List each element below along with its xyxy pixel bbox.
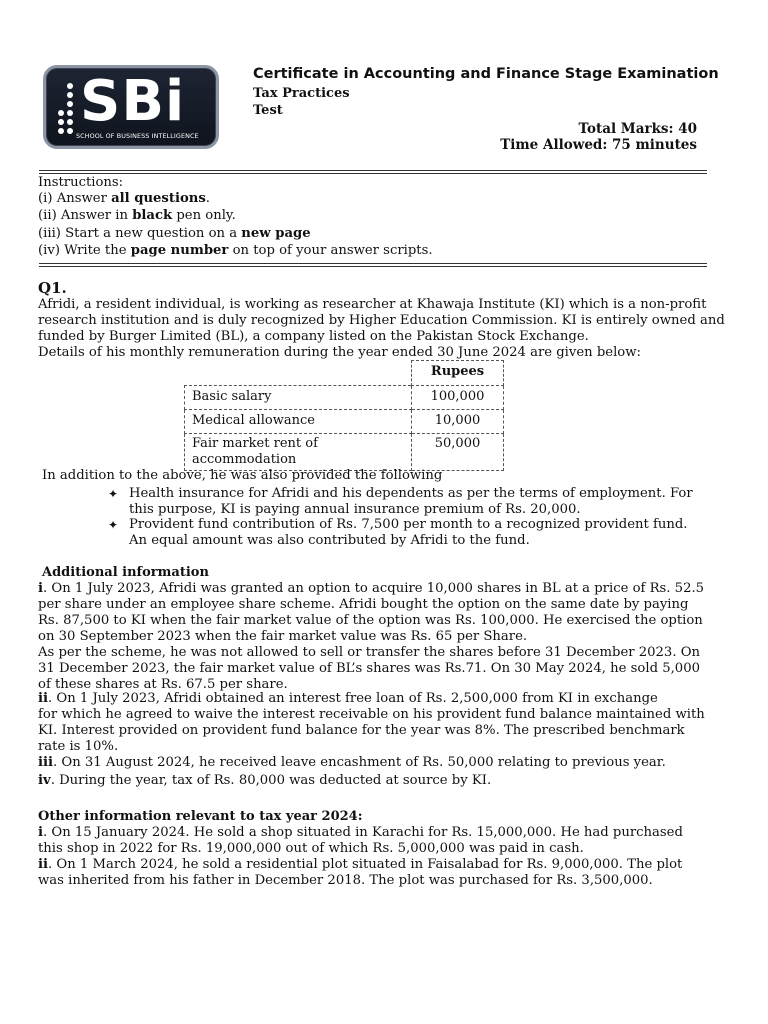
time-allowed: Time Allowed: 75 minutes [500, 137, 697, 153]
dots-icon [54, 82, 76, 136]
bullet-icon: ✦ [108, 487, 119, 501]
total-marks: Total Marks: 40 [578, 121, 697, 137]
table-row: Fair market rent of accommodation 50,000 [185, 434, 504, 471]
additional-item-iii: iii. On 31 August 2024, he received leave encashment of Rs. 50,000 relating to previous year. [38, 755, 666, 770]
instruction-item: (iv) Write the page number on top of your answer scripts. [38, 243, 433, 258]
header-divider [39, 170, 707, 174]
other-item-ii: ii. On 1 March 2024, he sold a residential plot situated in Faisalabad for Rs. 9,000,000. The plot was inherited from his father in December 2018. The plot was purchased for Rs. 3,500,000. [38, 857, 683, 888]
additional-item-i: i. On 1 July 2023, Afridi was granted an option to acquire 10,000 shares in BL at a price of Rs. 52.5 per share under an employee share scheme. Afridi bought the option on the same date by paying Rs. 87,500 to KI when the fair market value of the option was Rs. 100,000. He exercised the option on 30 September 2023 when the fair market value was Rs. 65 per Share. As per the scheme, he was not allowed to sell or transfer the shares before 31 December 2023. On 31 December 2023, the fair market value of BL’s shares was Rs.71. On 30 May 2024, he sold 5,000 of these shares at Rs. 67.5 per share. [38, 581, 705, 692]
remuneration-table [184, 360, 504, 471]
exam-page: SBi SCHOOL OF BUSINESS INTELLIGENCE Certificate in Accounting and Finance Stage Examination Tax Practices Test Total Marks: 40 Time Allowed: 75 minutes Instructions: (i) Answer all questions. (ii) Answer in black pen only. (iii) Start a new question on a new page (iv) Write the page number on top of your answer scripts. Q1. Afridi, a resident individual, is working as researcher at Khawaja Institute (KI) which is a non-profit research institution and is duly recognized by Higher Education Commission. KI is entirely owned and funded by Burger Limited (BL), a company listed on the Pakistan Stock Exchange. Details of his monthly remuneration during the year ended 30 June 2024 are given below: Rupees Basic salary 100,000 Medical allowance 10,000 Fair market rent of accommodation 50,000 In addition to the above, he was also provided the following ✦ Health insurance for Afridi and his dependents as per the terms of employment. For this purpose, KI is paying annual insurance premium of Rs. 20,000. ✦ Provident fund contribution of Rs. 7,500 per month to a recognized provident fund. An equal amount was also contributed by Afridi to the fund. Additional information i. On 1 July 2023, Afridi was granted an option to acquire 10,000 shares in BL at a price of Rs. 52.5 per share under an employee share scheme. Afridi bought the option on the same date by paying Rs. 87,500 to KI when the fair market value of the option was Rs. 100,000. He exercised the option on 30 September 2023 when the fair market value was Rs. 65 per Share. As per the scheme, he was not allowed to sell or transfer the shares before 31 December 2023. On 31 December 2023, the fair market value of BL’s shares was Rs.71. On 30 May 2024, he sold 5,000 of these shares at Rs. 67.5 per share. ii. On 1 July 2023, Afridi obtained an interest free loan of Rs. 2,500,000 from KI in exchange for which he agreed to waive the interest receivable on his provident fund balance maintained with KI. Interest provided on provident fund balance for the year was 8%. The prescribed benchmark rate is 10%. iii. On 31 August 2024, he received leave encashment of Rs. 50,000 relating to previous year. iv. During the year, tax of Rs. 80,000 was deducted at source by KI. Other information relevant to tax year 2024: i. On 15 January 2024. He sold a shop situated in Karachi for Rs. 15,000,000. He had purchased this shop in 2022 for Rs. 19,000,000 out of which Rs. 5,000,000 was paid in cash. ii. On 1 March 2024, he sold a residential plot situated in Faisalabad for Rs. 9,000,000. The plot was inherited from his father in December 2018. The plot was purchased for Rs. 3,500,000. [38, 66, 725, 888]
logo-subtitle: SCHOOL OF BUSINESS INTELLIGENCE [76, 132, 199, 140]
additional-info-heading: Additional information [42, 565, 209, 580]
subject-title: Tax Practices [253, 86, 350, 101]
instructions-divider [39, 263, 707, 267]
table-row: Basic salary 100,000 [185, 386, 504, 410]
question-label: Q1. [38, 279, 67, 297]
table-row: Medical allowance 10,000 [185, 410, 504, 434]
instruction-item: (ii) Answer in black pen only. [38, 208, 236, 223]
additional-item-ii: ii. On 1 July 2023, Afridi obtained an interest free loan of Rs. 2,500,000 from KI in exchange for which he agreed to waive the interest receivable on his provident fund balance maintained with KI. Interest provided on provident fund balance for the year was 8%. The prescribed benchmark rate is 10%. [38, 691, 705, 754]
table-header-rupees: Rupees [412, 361, 504, 386]
exam-type: Test [253, 103, 283, 118]
instructions-heading: Instructions: [38, 175, 124, 190]
other-item-i: i. On 15 January 2024. He sold a shop situated in Karachi for Rs. 15,000,000. He had purchased this shop in 2022 for Rs. 19,000,000 out of which Rs. 5,000,000 was paid in cash. [38, 825, 683, 856]
logo-text: SBi [80, 69, 186, 134]
instruction-item: (iii) Start a new question on a new page [38, 226, 311, 241]
exam-title: Certificate in Accounting and Finance Stage Examination [253, 66, 719, 82]
bullet-icon: ✦ [108, 518, 119, 532]
sbi-logo [43, 65, 219, 149]
instruction-item: (i) Answer all questions. [38, 191, 210, 206]
question-intro: Afridi, a resident individual, is working as researcher at Khawaja Institute (KI) which is a non-profit research institution and is duly recognized by Higher Education Commission. KI is entirely owned and funded by Burger Limited (BL), a company listed on the Pakistan Stock Exchange. Details of his monthly remuneration during the year ended 30 June 2024 are given below: [38, 297, 725, 360]
other-info-heading: Other information relevant to tax year 2024: [38, 809, 363, 824]
addition-line: In addition to the above, he was also provided the following [42, 468, 443, 483]
additional-item-iv: iv. During the year, tax of Rs. 80,000 was deducted at source by KI. [38, 773, 492, 788]
